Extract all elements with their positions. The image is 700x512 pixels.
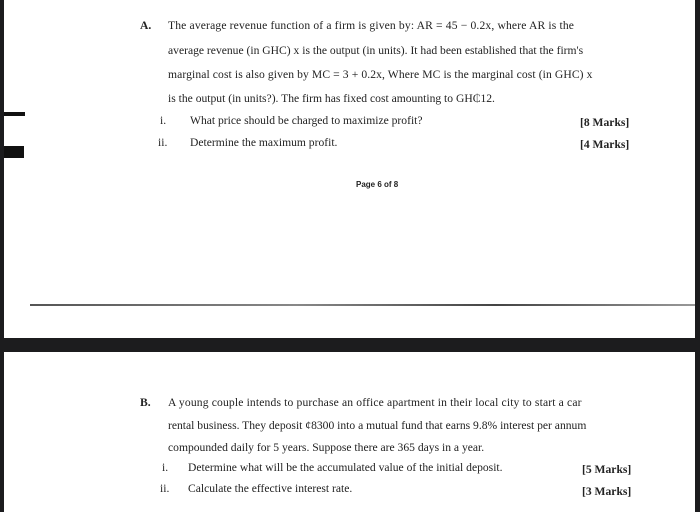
question-a-line: The average revenue function of a firm is given by: AR = 45 − 0.2x, where AR is the	[168, 19, 575, 32]
item-number: i.	[160, 114, 167, 127]
question-b-label: B.	[140, 396, 151, 409]
binder-mark	[4, 146, 24, 158]
page-bottom-rule	[30, 304, 695, 306]
page-6-sheet	[4, 0, 695, 338]
item-number: ii.	[160, 482, 170, 495]
binder-mark	[4, 112, 25, 116]
question-a-line: average revenue (in GHC) x is the output (in units). It had been established that the firm's	[168, 44, 584, 57]
item-marks: [5 Marks]	[582, 463, 632, 476]
item-number: i.	[162, 461, 169, 474]
item-text: Calculate the effective interest rate.	[188, 482, 353, 495]
question-b-line: rental business. They deposit ¢8300 into a mutual fund that earns 9.8% interest per annum	[168, 419, 587, 432]
item-text: Determine what will be the accumulated value of the initial deposit.	[188, 461, 503, 474]
next-page-sheet	[4, 352, 695, 512]
page-number: Page 6 of 8	[356, 180, 399, 189]
item-number: ii.	[158, 136, 168, 149]
item-marks: [8 Marks]	[580, 116, 630, 129]
item-text: What price should be charged to maximize profit?	[190, 114, 423, 127]
item-marks: [4 Marks]	[580, 138, 630, 151]
question-a-line: is the output (in units?). The firm has fixed cost amounting to GH₵12.	[168, 92, 495, 105]
question-b-line: A young couple intends to purchase an office apartment in their local city to start a car	[168, 396, 582, 409]
item-text: Determine the maximum profit.	[190, 136, 338, 149]
question-b-line: compounded daily for 5 years. Suppose there are 365 days in a year.	[168, 441, 485, 454]
item-marks: [3 Marks]	[582, 485, 632, 498]
question-a-label: A.	[140, 19, 152, 32]
question-a-line: marginal cost is also given by MC = 3 + 0.2x, Where MC is the marginal cost (in GHC) x	[168, 68, 593, 81]
